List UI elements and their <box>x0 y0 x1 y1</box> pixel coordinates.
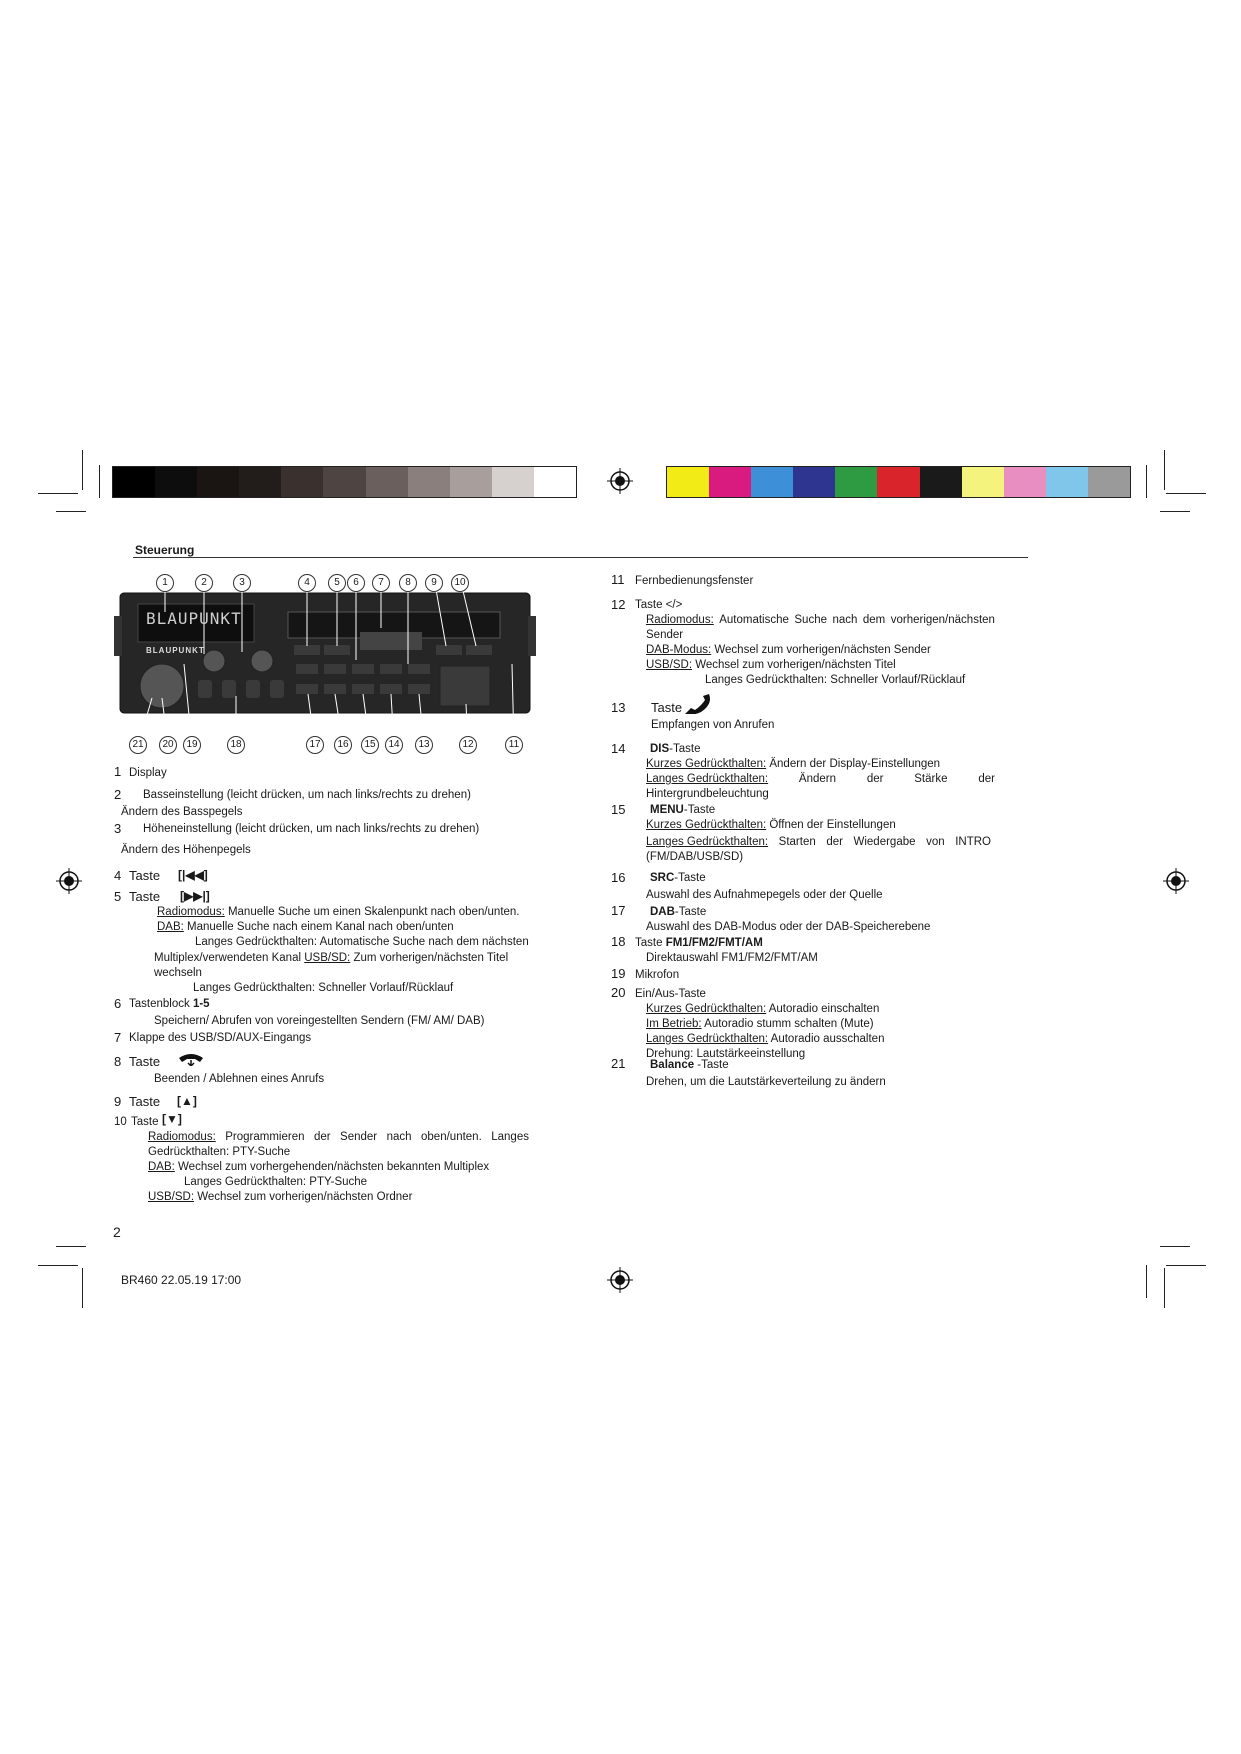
grayscale-swatch <box>408 467 450 497</box>
callout-9: 9 <box>425 574 443 592</box>
grayscale-swatch <box>281 467 323 497</box>
color-swatch <box>877 467 919 497</box>
registration-mark-right-icon <box>1163 868 1189 894</box>
registration-mark-top-icon <box>607 468 633 494</box>
callout-16: 16 <box>334 736 352 754</box>
callout-2: 2 <box>195 574 213 592</box>
callout-5: 5 <box>328 574 346 592</box>
grayscale-swatch <box>113 467 155 497</box>
crop-mark-bottom-right-h2 <box>1166 1265 1206 1266</box>
color-swatch <box>835 467 877 497</box>
callout-15: 15 <box>361 736 379 754</box>
up-arrow-icon: [▲] <box>177 1094 197 1108</box>
callout-3: 3 <box>233 574 251 592</box>
callout-11: 11 <box>505 736 523 754</box>
callout-12: 12 <box>459 736 477 754</box>
callout-6: 6 <box>347 574 365 592</box>
color-swatch <box>667 467 709 497</box>
color-swatch <box>793 467 835 497</box>
color-swatch <box>751 467 793 497</box>
grayscale-swatch <box>323 467 365 497</box>
callout-17: 17 <box>306 736 324 754</box>
color-swatch <box>920 467 962 497</box>
crop-mark-bottom-right-v2 <box>1146 1265 1147 1298</box>
registration-mark-left-icon <box>56 868 82 894</box>
color-swatch <box>1004 467 1046 497</box>
color-swatch <box>709 467 751 497</box>
crop-mark-top-right-h <box>1166 493 1206 494</box>
grayscale-swatch <box>450 467 492 497</box>
color-swatch <box>1088 467 1130 497</box>
grayscale-swatch-bar <box>112 466 577 498</box>
down-arrow-icon: [▼] <box>162 1112 182 1126</box>
crop-mark-top-left-h2 <box>56 511 86 512</box>
crop-mark-bottom-right-h <box>1160 1246 1190 1247</box>
header-rule <box>133 557 1028 558</box>
next-track-icon: [▶▶|] <box>180 889 210 903</box>
callout-14: 14 <box>385 736 403 754</box>
grayscale-swatch <box>197 467 239 497</box>
radio-illustration <box>110 568 540 758</box>
grayscale-swatch <box>534 467 576 497</box>
callout-13: 13 <box>415 736 433 754</box>
callout-21: 21 <box>129 736 147 754</box>
crop-mark-top-left-h <box>38 493 78 494</box>
callout-10: 10 <box>451 574 469 592</box>
brand-logo: BLAUPUNKT <box>146 646 205 655</box>
grayscale-swatch <box>239 467 281 497</box>
answer-call-icon <box>683 694 713 714</box>
crop-mark-bottom-left-h <box>56 1246 86 1247</box>
crop-mark-top-right-v2 <box>1146 465 1147 498</box>
grayscale-swatch <box>155 467 197 497</box>
crop-mark-bottom-left-h2 <box>38 1265 78 1266</box>
grayscale-swatch <box>366 467 408 497</box>
callout-1: 1 <box>156 574 174 592</box>
prev-track-icon: [|◀◀] <box>178 868 208 882</box>
color-swatch <box>962 467 1004 497</box>
registration-mark-bottom-icon <box>607 1267 633 1293</box>
display-logo: BLAUPUNKT <box>146 609 242 628</box>
callout-20: 20 <box>159 736 177 754</box>
callout-4: 4 <box>298 574 316 592</box>
color-swatch-bar <box>666 466 1131 498</box>
callout-7: 7 <box>372 574 390 592</box>
color-swatch <box>1046 467 1088 497</box>
callout-18: 18 <box>227 736 245 754</box>
crop-mark-top-right-h2 <box>1160 511 1190 512</box>
page-number: 2 <box>113 1224 121 1240</box>
crop-mark-bottom-right-v <box>1164 1268 1165 1308</box>
crop-mark-top-right-v <box>1164 450 1165 490</box>
callout-19: 19 <box>183 736 201 754</box>
section-title: Steuerung <box>135 543 195 557</box>
crop-mark-top-left-v <box>82 450 83 490</box>
end-call-icon <box>177 1052 205 1066</box>
grayscale-swatch <box>492 467 534 497</box>
crop-mark-top-left-v2 <box>99 465 100 498</box>
print-footer: BR460 22.05.19 17:00 <box>121 1273 242 1287</box>
crop-mark-bottom-left-v <box>82 1268 83 1308</box>
callout-8: 8 <box>399 574 417 592</box>
